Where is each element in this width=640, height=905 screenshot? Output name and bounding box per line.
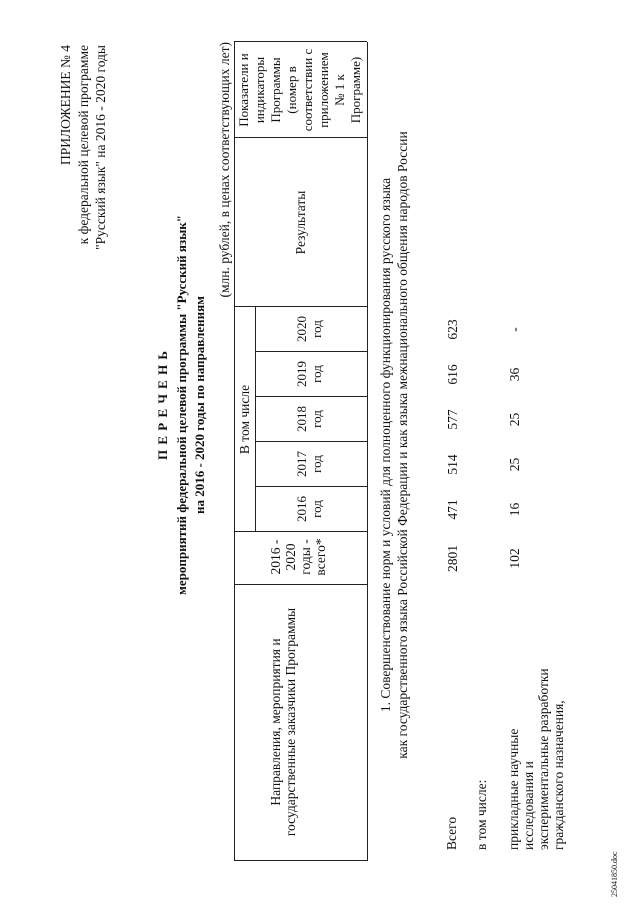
col-header-year-2018: 2018 год (294, 406, 324, 432)
row-total-2018: 577 (445, 409, 460, 430)
appendix-number: ПРИЛОЖЕНИЕ № 4 (58, 45, 73, 166)
col-header-indicators: Показатели и индикаторы Программы (номер в соответствии с приложением № 1 к Программе) (236, 48, 363, 132)
footer-document-code: 25041850.doc (610, 851, 619, 897)
row-applied-sum: 102 (507, 548, 522, 569)
row-total-sum: 2801 (445, 545, 460, 572)
row-applied-2017: 25 (507, 457, 522, 472)
col-header-year-2019: 2019 год (294, 361, 324, 387)
row-total-label: Всего (444, 816, 459, 850)
row-applied-label-line-4: гражданского назначения, (551, 700, 566, 850)
row-applied-label-line-2: исследования и (521, 761, 536, 850)
col-header-directions: Направления, мероприятия и государственные заказчики Программы (268, 607, 298, 837)
row-total-2016: 471 (445, 499, 460, 520)
row-applied-2020: - (507, 327, 522, 332)
row-applied-2018: 25 (507, 412, 522, 427)
row-applied-2016: 16 (507, 502, 522, 517)
row-applied-2019: 36 (507, 367, 522, 382)
units-note: (млн. рублей, в ценах соответствующих лет) (217, 42, 232, 298)
section-title-line-2: как государственного языка Российской Федерации и как языка межнационального общения народов России (395, 131, 410, 759)
document-subtitle-line-2: на 2016 - 2020 годы по направлениям (192, 295, 207, 515)
row-in-number-label: в том числе: (474, 779, 489, 850)
col-header-results: Результаты (293, 190, 308, 255)
col-header-in-that-number: В том числе (237, 384, 252, 455)
col-header-year-2020: 2020 год (294, 316, 324, 342)
appendix-program-line: к федеральной целевой программе (76, 45, 91, 245)
col-header-year-2016: 2016 год (294, 496, 324, 522)
col-header-total: 2016 - 2020 годы - всего* (268, 538, 328, 576)
row-applied-label-line-3: экспериментальные разработки (536, 668, 551, 850)
document-subtitle-line-1: мероприятий федеральной целевой программы "Русский язык" (174, 215, 189, 595)
col-header-year-2017: 2017 год (294, 451, 324, 477)
section-title-line-1: 1. Совершенствование норм и условий для полноценного функционирования русского языка (378, 177, 393, 713)
row-total-2019: 616 (445, 364, 460, 385)
row-total-2017: 514 (445, 454, 460, 475)
document-title: П Е Р Е Ч Е Н Ь (155, 349, 170, 461)
appendix-program-name: "Русский язык" на 2016 - 2020 годы (93, 45, 108, 250)
row-total-2020: 623 (445, 319, 460, 340)
row-applied-label-line-1: прикладные научные (506, 728, 521, 850)
